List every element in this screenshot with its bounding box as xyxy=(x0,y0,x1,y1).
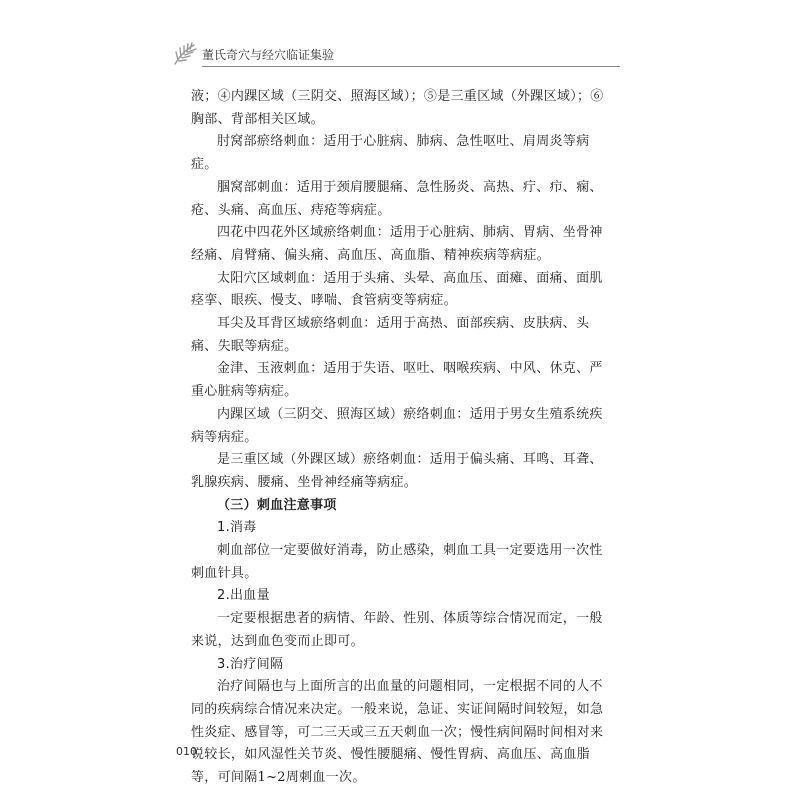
book-title: 董氏奇穴与经穴临证集验 xyxy=(202,48,335,62)
page-body xyxy=(191,86,615,790)
paragraph: 四花中四花外区域瘀络刺血：适用于心脏病、肺病、胃病、坐骨神经痛、肩臂痛、偏头痛、高血压、高血脂、精神疾病等病症。 xyxy=(191,225,603,263)
paragraph: 肘窝部瘀络刺血：适用于心脏病、肺病、急性呕吐、肩周炎等病症。 xyxy=(191,134,590,173)
paragraph: 刺血部位一定要做好消毒，防止感染，刺血工具一定要选用一次性刺血针具。 xyxy=(191,543,603,581)
paragraph: 一定要根据患者的病情、年龄、性别、体质等综合情况而定，一般来说，达到血色变而止即可。 xyxy=(191,611,603,649)
fern-leaf-icon xyxy=(172,42,198,66)
subheading-bleeding-amount: 2.出血量 xyxy=(217,588,270,604)
subheading-treatment-interval: 3.治疗间隔 xyxy=(217,656,284,672)
paragraph: 金津、玉液刺血：适用于失语、呕吐、咽喉疾病、中风、休克、严重心脏病等病症。 xyxy=(191,361,603,400)
paragraph: 太阳穴区域刺血：适用于头痛、头晕、高血压、面瘫、面痛、面肌痉挛、眼疾、慢支、哮喘、食管病变等病症。 xyxy=(191,270,603,309)
paragraph: 治疗间隔也与上面所言的出血量的问题相同，一定根据不同的人不同的疾病综合情况来决定。一般来说，急证、实证间隔时间较短，如急性炎症、感冒等，可二三天或三五天刺血一次；慢性病间隔时间相对来说较长，如风湿性关节炎、慢性腰腿痛、慢性胃病、高血压、高血脂等，可间隔1~2周刺血一次。 xyxy=(191,679,604,786)
paragraph: 是三重区域（外踝区域）瘀络刺血：适用于偏头痛、耳鸣、耳聋、乳腺疾病、腰痛、坐骨神经痛等病症。 xyxy=(191,452,603,490)
paragraph: 耳尖及耳背区域瘀络刺血：适用于高热、面部疾病、皮肤病、头痛、失眠等病症。 xyxy=(191,316,590,354)
paragraph: 腘窝部刺血：适用于颈肩腰腿痛、急性肠炎、高热、疔、疖、痫、疮、头痛、高血压、痔疮等病症。 xyxy=(191,179,603,218)
section-heading: （三）刺血注意事项 xyxy=(217,497,337,513)
running-header xyxy=(172,42,620,68)
subheading-disinfection: 1.消毒 xyxy=(217,520,257,536)
header-divider xyxy=(202,66,620,67)
paragraph: 液；④内踝区域（三阴交、照海区域）；⑤是三重区域（外踝区域）；⑥胸部、背部相关区域。 xyxy=(191,89,604,127)
page-number: 010 xyxy=(176,745,197,758)
paragraph: 内踝区域（三阴交、照海区域）瘀络刺血：适用于男女生殖系统疾病等病症。 xyxy=(191,406,603,445)
